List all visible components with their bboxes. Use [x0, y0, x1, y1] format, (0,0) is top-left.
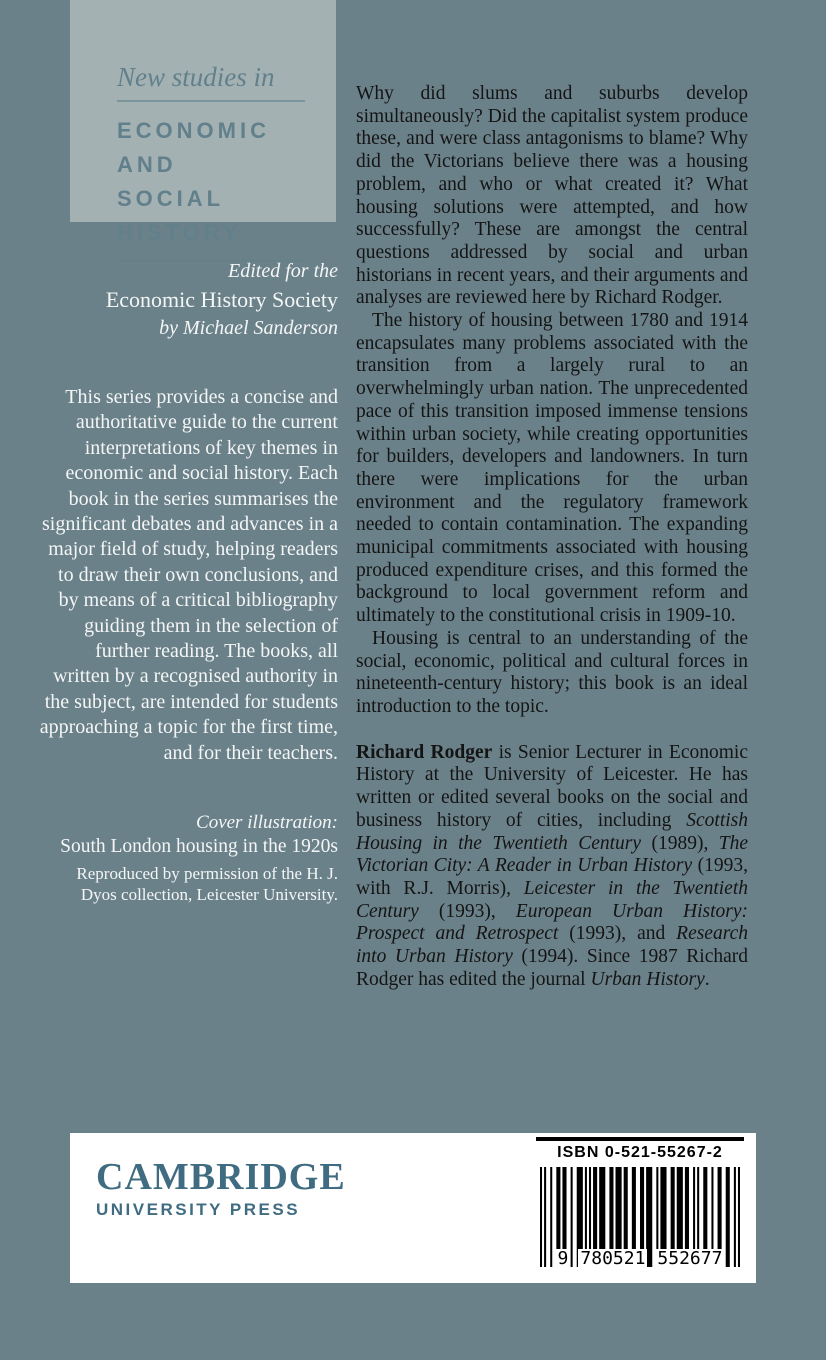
barcode-digit-group: 780521 — [580, 1248, 646, 1269]
edited-for-label: Edited for the — [228, 260, 338, 282]
synopsis-para-1: Why did slums and suburbs develop simultaneously? Did the capitalist system produce these, and were class antagonisms to blame? Why did the Victorians believe there was a housing problem, and who or what created it? What housing solutions were attempted, and how successfully? These are amongst the central questions addressed by social and urban historians in recent years, and their arguments and analyses are reviewed here by Richard Rodger. — [356, 83, 748, 309]
cover-illustration-credit: Reproduced by permission of the H. J. Dyos collection, Leicester University. — [76, 863, 338, 905]
series-rule-top — [117, 100, 305, 102]
footer-bar — [70, 1133, 756, 1283]
left-column — [38, 258, 338, 906]
series-title-line1: ECONOMIC AND — [117, 118, 270, 177]
publisher-wordmark: CAMBRIDGE — [96, 1156, 346, 1198]
barcode-digits — [536, 1249, 744, 1269]
series-panel — [70, 0, 336, 245]
barcode-digit-group: 9 — [557, 1248, 569, 1269]
series-blurb: This series provides a concise and authoritative guide to the current interpretations of key themes in economic and social history. Each book in the series summarises the significant debates and advances in a major field of study, helping readers to draw their own conclusions, and by means of a critical bibliography guiding them in the selection of further reading. The books, all written by a recognised authority in the subject, are intended for students approaching a topic for the first time, and for their teachers. — [39, 386, 338, 764]
synopsis-para-3: Housing is central to an understanding of the social, economic, political and cultural forces in nineteenth-century history; this book is an ideal introduction to the topic. — [356, 627, 748, 717]
editor-name: by Michael Sanderson — [159, 317, 338, 339]
barcode-digit-group: 552677 — [657, 1248, 723, 1269]
series-eyebrow: New studies in — [117, 62, 275, 92]
cover-illustration-title: South London housing in the 1920s — [60, 836, 338, 858]
isbn-label: ISBN 0-521-55267-2 — [557, 1144, 723, 1161]
university-press-label: UNIVERSITY PRESS — [96, 1200, 301, 1219]
barcode — [536, 1167, 744, 1267]
barcode-block — [536, 1137, 744, 1267]
author-bio: Richard Rodger is Senior Lecturer in Economic History at the University of Leicester. He has written or edited several books on the social and business history of cities, including Scottish Housing in the Twentieth Century (1989), The Victorian City: A Reader in Urban History (1993, with R.J. Morris), Leicester in the Twentieth Century (1993), European Urban History: Prospect and Retrospect (1993), and Research into Urban History (1994). Since 1987 Richard Rodger has edited the journal Urban History. — [356, 741, 748, 990]
right-column — [356, 83, 748, 991]
series-title-line2: SOCIAL HISTORY — [117, 186, 242, 245]
cambridge-logo — [96, 1157, 346, 1220]
cover-illustration-label: Cover illustration: — [196, 812, 338, 834]
society-name: Economic History Society — [105, 287, 338, 312]
synopsis-para-2: The history of housing between 1780 and 1914 encapsulates many problems associated with the transition from a largely rural to an overwhelmingly urban nation. The unprecedented pace of this transition imposed immense tensions within urban society, while creating opportunities for builders, developers and landowners. In turn there were implications for the urban environment and the regulatory framework needed to contain contamination. The expanding municipal commitments associated with housing produced expenditure crises, and this formed the background to local government reform and ultimately to the constitutional crisis in 1909-10. — [356, 310, 748, 627]
